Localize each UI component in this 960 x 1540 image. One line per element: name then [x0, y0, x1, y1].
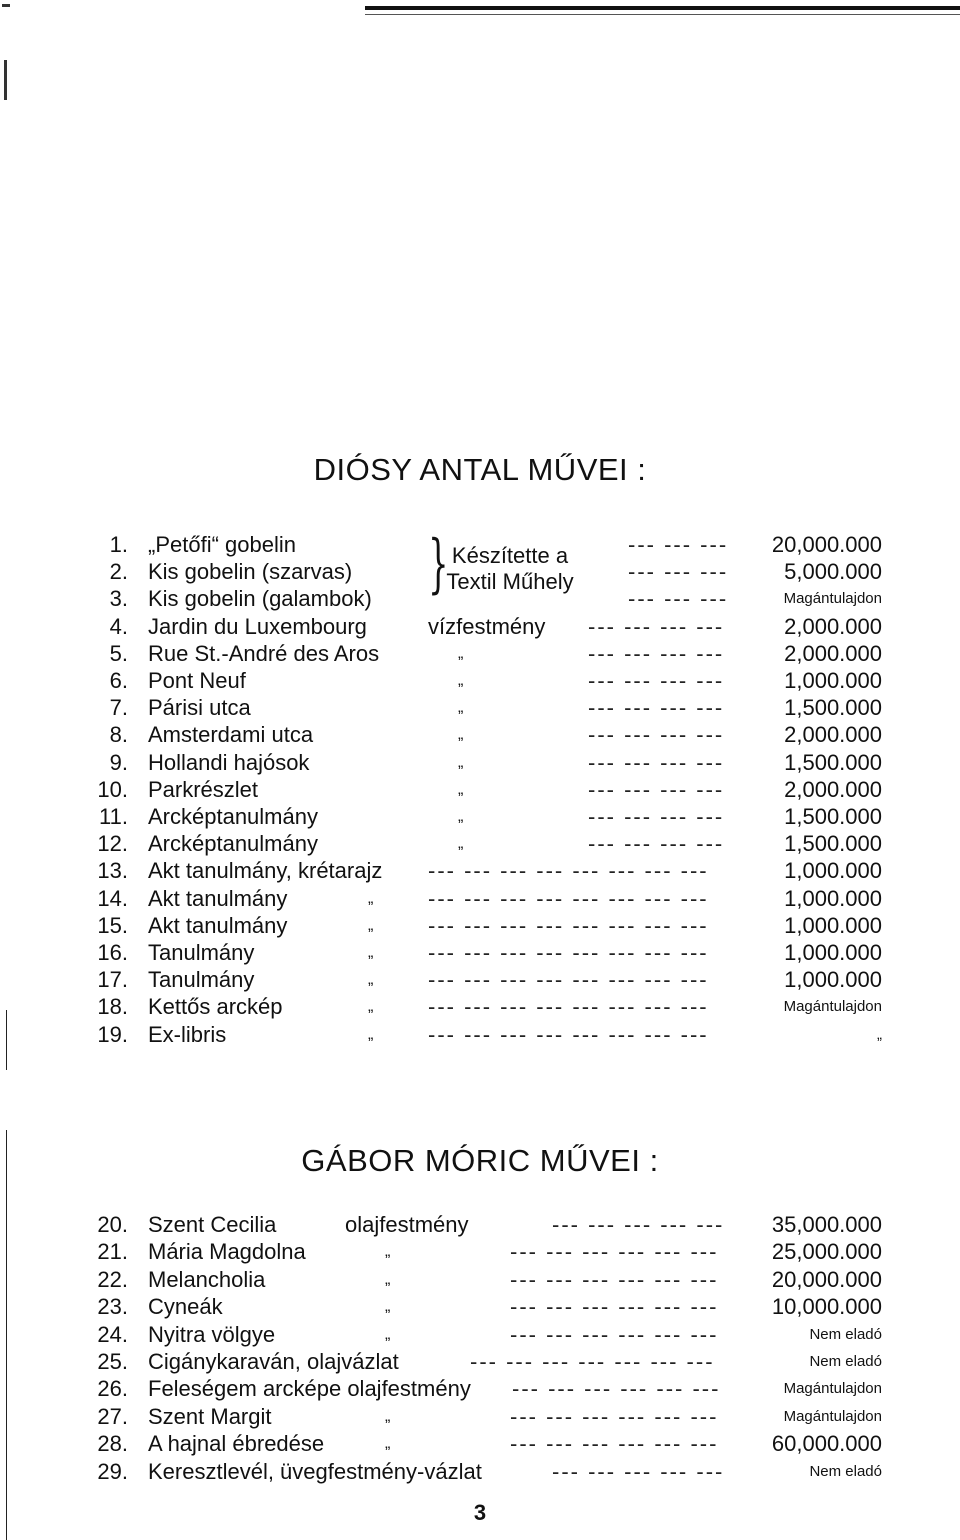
item-technique: „ [458, 808, 464, 825]
leader-dots: --- --- --- --- [588, 613, 725, 639]
item-number: 1. [109, 532, 128, 557]
item-title: Jardin du Luxembourg [148, 613, 367, 639]
item-number: 25. [97, 1349, 128, 1374]
item-technique: „ [458, 753, 464, 771]
item-value: 1,000.000 [784, 885, 882, 911]
item-value: 1,000.000 [784, 668, 882, 693]
item-number: 13. [97, 858, 128, 884]
item-title: Szent Cecilia [148, 1212, 277, 1237]
list-item [0, 1211, 960, 1238]
item-technique: „ [385, 1325, 391, 1343]
item-value: 5,000.000 [784, 559, 882, 585]
leader-dots: --- --- --- --- --- --- [510, 1294, 719, 1320]
item-title: Tanulmány [148, 940, 255, 965]
item-value: 2,000.000 [784, 776, 882, 802]
list-item [0, 1403, 960, 1430]
maker-note-line2: Textil Műhely [446, 569, 574, 594]
list-item [0, 857, 960, 884]
item-title: Hollandi hajósok [148, 749, 310, 775]
item-title: Keresztlevél, üvegfestmény-vázlat [148, 1458, 482, 1484]
item-technique: „ [458, 780, 464, 798]
list-item [0, 1430, 960, 1457]
item-value: 1,000.000 [784, 940, 882, 965]
page-number: 3 [473, 1500, 487, 1525]
leader-dots: --- --- --- --- --- --- [510, 1321, 719, 1347]
item-title: A hajnal ébredése [148, 1431, 325, 1457]
item-number: 2. [109, 559, 128, 585]
item-number: 24. [97, 1321, 128, 1347]
item-title: Parkrészlet [148, 776, 259, 802]
item-title: Rue St.-André des Aros [148, 640, 380, 666]
item-number: 10. [97, 776, 128, 802]
list-item [0, 1021, 960, 1048]
item-number: 27. [97, 1403, 128, 1429]
item-value: „ [877, 1025, 882, 1043]
leader-dots: --- --- --- --- --- --- --- [470, 1349, 715, 1374]
item-number: 22. [97, 1266, 128, 1292]
item-technique: „ [458, 835, 464, 853]
item-value: Nem eladó [809, 1353, 882, 1370]
item-value: 1,500.000 [784, 695, 882, 721]
item-value: Magántulajdon [783, 590, 882, 608]
list-item [0, 640, 960, 667]
item-number: 8. [109, 722, 128, 748]
item-title: Kis gobelin (szarvas) [148, 559, 353, 585]
list-item [0, 912, 960, 939]
item-technique: „ [368, 944, 374, 961]
item-title: Tanulmány [148, 967, 255, 993]
scan-speck [2, 4, 10, 7]
item-title: Akt tanulmány [148, 912, 288, 938]
item-technique: „ [458, 726, 464, 744]
leader-dots: --- --- --- --- --- --- --- --- [428, 940, 709, 965]
item-title: Cyneák [148, 1294, 223, 1320]
leader-dots: --- --- --- --- [588, 776, 725, 802]
item-technique: „ [385, 1407, 391, 1425]
item-number: 3. [109, 586, 128, 612]
list-item [0, 993, 960, 1020]
item-technique: „ [385, 1435, 391, 1453]
item-technique: „ [385, 1270, 391, 1288]
item-value: 60,000.000 [771, 1431, 882, 1457]
list-item [0, 939, 960, 966]
item-number: 6. [109, 668, 128, 693]
top-rule [365, 6, 960, 10]
item-number: 7. [109, 695, 128, 721]
item-value: 2,000.000 [784, 640, 882, 666]
leader-dots: --- --- --- --- --- --- --- --- [428, 994, 709, 1020]
item-number: 12. [97, 831, 128, 857]
list-item [0, 694, 960, 721]
item-value: 2,000.000 [784, 722, 882, 748]
item-number: 29. [97, 1458, 128, 1484]
leader-dots: --- --- --- --- --- --- [510, 1431, 719, 1457]
item-value: 10,000.000 [771, 1294, 882, 1320]
item-number: 28. [97, 1431, 128, 1457]
list-item [0, 885, 960, 912]
item-value: 1,500.000 [784, 749, 882, 775]
item-technique: „ [368, 916, 374, 934]
item-value: 1,000.000 [784, 912, 882, 938]
item-title: Feleségem arcképe olajfestmény [148, 1376, 471, 1402]
item-technique: „ [458, 699, 464, 717]
list-item [0, 1266, 960, 1293]
item-number: 4. [109, 613, 128, 639]
list-item [0, 1321, 960, 1348]
item-value: 1,000.000 [784, 858, 882, 884]
item-number: 18. [97, 994, 128, 1020]
leader-dots: --- --- --- --- --- --- --- --- [428, 1021, 709, 1047]
item-technique: „ [368, 889, 374, 907]
item-value: Magántulajdon [783, 1407, 882, 1425]
item-title: Kis gobelin (galambok) [148, 586, 372, 612]
item-value: 35,000.000 [771, 1212, 882, 1237]
item-number: 9. [109, 749, 128, 775]
item-title: „Petőfi“ gobelin [148, 532, 296, 557]
item-value: Nem eladó [809, 1325, 882, 1343]
section-heading-diosy: DIÓSY ANTAL MŰVEI : [313, 452, 647, 487]
leader-dots: --- --- --- --- --- --- [510, 1239, 719, 1265]
item-technique: vízfestmény [428, 613, 546, 639]
item-title: Akt tanulmány [148, 885, 288, 911]
item-technique: „ [458, 672, 464, 689]
item-title: Arcképtanulmány [148, 831, 318, 857]
leader-dots: --- --- --- [628, 559, 729, 585]
item-number: 19. [97, 1021, 128, 1047]
leader-dots: --- --- --- --- [588, 722, 725, 748]
item-number: 17. [97, 967, 128, 993]
leader-dots: --- --- --- --- --- [552, 1212, 725, 1237]
item-title: Kettős arckép [148, 994, 283, 1020]
list-item [0, 1458, 960, 1485]
item-title: Melancholia [148, 1266, 266, 1292]
leader-dots: --- --- --- --- [588, 749, 725, 775]
item-technique: „ [385, 1298, 391, 1316]
item-value: 20,000.000 [771, 1266, 882, 1292]
leader-dots: --- --- --- --- [588, 831, 725, 857]
item-technique: „ [385, 1243, 391, 1261]
list-item [0, 830, 960, 857]
item-number: 23. [97, 1294, 128, 1320]
leader-dots: --- --- --- --- --- --- --- --- [428, 885, 709, 911]
leader-dots: --- --- --- --- --- --- --- --- [428, 967, 709, 993]
list-item [0, 667, 960, 694]
item-title: Arcképtanulmány [148, 804, 318, 829]
list-item [0, 749, 960, 776]
item-title: Párisi utca [148, 695, 251, 721]
leader-dots: --- --- --- --- --- --- [512, 1376, 721, 1402]
leader-dots: --- --- --- --- --- --- [510, 1266, 719, 1292]
item-technique: „ [458, 644, 464, 662]
item-value: Magántulajdon [783, 998, 882, 1016]
item-number: 11. [99, 804, 128, 829]
item-value: 25,000.000 [771, 1239, 882, 1265]
top-rule-thin [365, 14, 960, 15]
list-item [0, 1375, 960, 1402]
item-title: Mária Magdolna [148, 1239, 306, 1265]
list-item [0, 1293, 960, 1320]
list-item [0, 1238, 960, 1265]
item-number: 16. [97, 940, 128, 965]
item-title: Cigánykaraván, olajvázlat [148, 1349, 399, 1374]
item-technique: olajfestmény [345, 1212, 469, 1237]
item-technique: „ [368, 998, 374, 1016]
item-number: 20. [97, 1212, 128, 1237]
item-number: 14. [97, 885, 128, 911]
list-item [0, 721, 960, 748]
item-technique: „ [368, 971, 374, 989]
leader-dots: --- --- --- --- [588, 640, 725, 666]
item-title: Akt tanulmány, krétarajz [148, 858, 383, 884]
item-value: 1,500.000 [784, 831, 882, 857]
item-value: Nem eladó [809, 1462, 882, 1480]
item-title: Ex-libris [148, 1021, 227, 1047]
item-number: 21. [97, 1239, 128, 1265]
item-title: Amsterdami utca [148, 722, 314, 748]
list-item [0, 1348, 960, 1375]
item-value: Magántulajdon [783, 1380, 882, 1398]
item-number: 26. [97, 1376, 128, 1402]
section-heading-gabor: GÁBOR MÓRIC MŰVEI : [301, 1143, 659, 1178]
list-item [0, 966, 960, 993]
leader-dots: --- --- --- --- [588, 695, 725, 721]
item-number: 15. [97, 912, 128, 938]
leader-dots: --- --- --- --- --- --- --- --- [428, 858, 709, 884]
grouping-brace: } [428, 527, 449, 601]
list-item [0, 776, 960, 803]
item-technique: „ [368, 1025, 374, 1043]
item-value: 1,000.000 [784, 967, 882, 993]
leader-dots: --- --- --- [628, 532, 729, 557]
item-title: Nyitra völgye [148, 1321, 276, 1347]
item-value: 1,500.000 [784, 804, 882, 829]
scan-speck [4, 60, 7, 100]
leader-dots: --- --- --- --- [588, 804, 725, 829]
leader-dots: --- --- --- --- --- [552, 1458, 725, 1484]
item-value: 2,000.000 [784, 613, 882, 639]
leader-dots: --- --- --- [628, 586, 729, 612]
leader-dots: --- --- --- --- --- --- [510, 1403, 719, 1429]
list-item [0, 613, 960, 640]
item-title: Szent Margit [148, 1403, 272, 1429]
leader-dots: --- --- --- --- [588, 668, 725, 693]
item-value: 20,000.000 [771, 532, 882, 557]
item-number: 5. [109, 640, 128, 666]
list-item [0, 803, 960, 830]
leader-dots: --- --- --- --- --- --- --- --- [428, 912, 709, 938]
item-title: Pont Neuf [148, 668, 246, 693]
maker-note-line1: Készítette a [451, 543, 569, 568]
